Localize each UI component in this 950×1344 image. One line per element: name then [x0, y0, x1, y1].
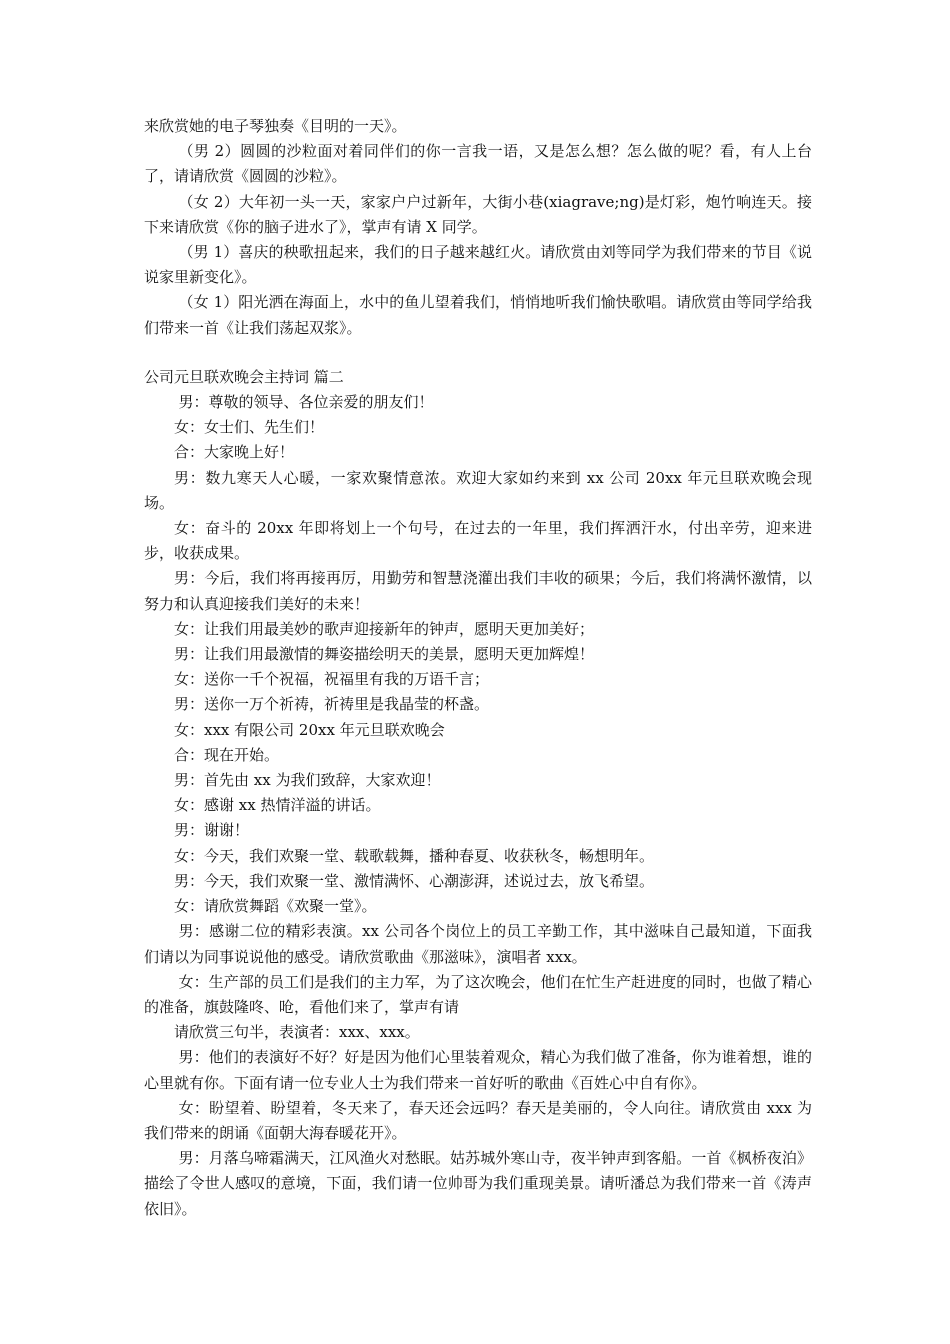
paragraph: 女：女士们、先生们！ — [174, 418, 325, 437]
paragraph: 男：首先由 xx 为我们致辞，大家欢迎！ — [174, 771, 441, 790]
paragraph: 请欣赏三句半，表演者：xxx、xxx。 — [174, 1023, 420, 1042]
paragraph: 女：送你一千个祝福，祝福里有我的万语千言； — [174, 670, 490, 689]
paragraph: 女：奋斗的 20xx 年即将划上一个句号，在过去的一年里，我们挥洒汗水，付出辛劳，迎来进步，收获成果。 — [144, 519, 812, 563]
paragraph: 男：让我们用最激情的舞姿描绘明天的美景，愿明天更加辉煌！ — [174, 645, 595, 664]
paragraph: 男：月落乌啼霜满天，江风渔火对愁眠。姑苏城外寒山寺，夜半钟声到客船。一首《枫桥夜泊》描绘了令世人感叹的意境，下面，我们请一位帅哥为我们重现美景。请听潘总为我们带来一首《涛声依旧》。 — [144, 1149, 812, 1218]
paragraph: 男：感谢二位的精彩表演。xx 公司各个岗位上的员工辛勤工作，其中滋味自己最知道，下面我们请以为同事说说他的感受。请欣赏歌曲《那滋味》，演唱者 xxx。 — [144, 922, 812, 966]
paragraph: 男：今天，我们欢聚一堂、激情满怀、心潮澎湃，述说过去，放飞希望。 — [174, 871, 655, 890]
paragraph: 女：今天，我们欢聚一堂、载歌载舞，播种春夏、收获秋冬，畅想明年。 — [174, 846, 655, 865]
paragraph: （男 1）喜庆的秧歌扭起来，我们的日子越来越红火。请欣赏由刘等同学为我们带来的节目《说说家里新变化》。 — [144, 243, 812, 287]
section-title: 公司元旦联欢晚会主持词 篇二 — [144, 367, 344, 386]
paragraph: 合：大家晚上好！ — [174, 443, 295, 462]
paragraph: 合：现在开始。 — [174, 745, 280, 764]
document-body — [144, 114, 812, 1222]
paragraph: 女：让我们用最美妙的歌声迎接新年的钟声，愿明天更加美好； — [174, 619, 595, 638]
paragraph: （女 2）大年初一头一天，家家户户过新年，大街小巷(xiagrave;ng)是灯彩，炮竹响连天。接下来请欣赏《你的脑子进水了》，掌声有请 X 同学。 — [144, 192, 812, 236]
paragraph: 女：生产部的员工们是我们的主力军，为了这次晚会，他们在忙生产赶进度的同时，也做了精心的准备，旗鼓隆咚、呛，看他们来了，掌声有请 — [144, 972, 812, 1016]
paragraph: 女：盼望着、盼望着，冬天来了，春天还会远吗？春天是美丽的，令人向往。请欣赏由 xxx 为我们带来的朗诵《面朝大海春暖花开》。 — [144, 1098, 812, 1142]
paragraph: 女：请欣赏舞蹈《欢聚一堂》。 — [174, 897, 377, 916]
paragraph: （女 1）阳光洒在海面上，水中的鱼儿望着我们，悄悄地听我们愉快歌唱。请欣赏由等同学给我们带来一首《让我们荡起双浆》。 — [144, 293, 812, 337]
paragraph: 男：谢谢！ — [174, 821, 250, 840]
paragraph: 男：他们的表演好不好？好是因为他们心里装着观众，精心为我们做了准备，你为谁着想，谁的心里就有你。下面有请一位专业人士为我们带来一首好听的歌曲《百姓心中自有你》。 — [144, 1048, 812, 1092]
paragraph: 男：数九寒天人心暖，一家欢聚情意浓。欢迎大家如约来到 xx 公司 20xx 年元旦联欢晚会现场。 — [144, 468, 812, 512]
paragraph: 来欣赏她的电子琴独奏《目明的一天》。 — [144, 117, 407, 135]
paragraph: 男：今后，我们将再接再厉，用勤劳和智慧浇灌出我们丰收的硕果；今后，我们将满怀激情，以努力和认真迎接我们美好的未来！ — [144, 569, 812, 613]
paragraph: 男：送你一万个祈祷，祈祷里是我晶莹的杯盏。 — [174, 695, 490, 714]
paragraph: （男 2）圆圆的沙粒面对着同伴们的你一言我一语，又是怎么想？怎么做的呢？看，有人上台了，请请欣赏《圆圆的沙粒》。 — [144, 142, 812, 186]
paragraph: 男：尊敬的领导、各位亲爱的朋友们！ — [178, 393, 434, 412]
paragraph: 女：xxx 有限公司 20xx 年元旦联欢晚会 — [174, 720, 445, 739]
paragraph: 女：感谢 xx 热情洋溢的讲话。 — [174, 796, 381, 815]
